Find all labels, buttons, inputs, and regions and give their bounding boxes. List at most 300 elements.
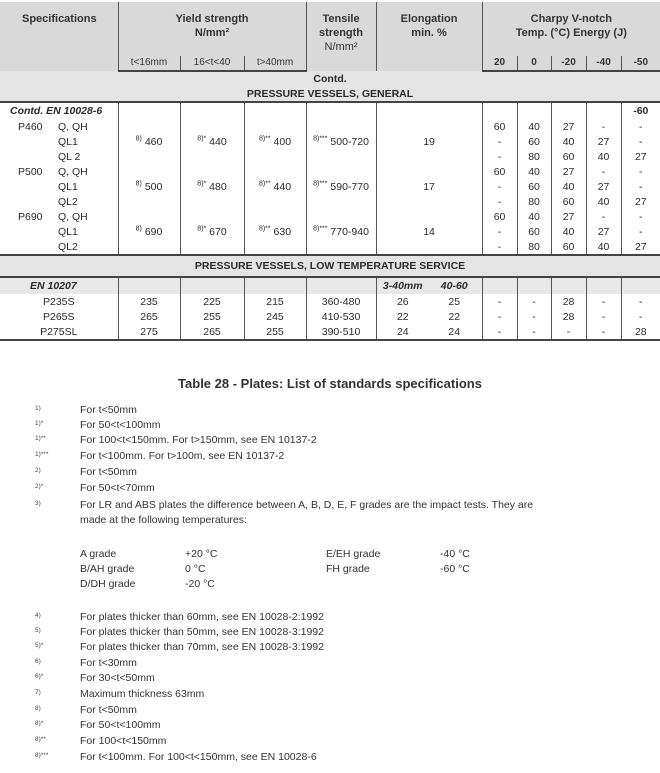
- charpy-value-value: 60: [528, 225, 540, 238]
- charpy-value: [551, 224, 586, 239]
- grade-name: QL1: [58, 225, 78, 238]
- elongation: [376, 224, 482, 239]
- yield-t40: [244, 294, 306, 309]
- charpy-value-value: 27: [634, 195, 647, 208]
- footnote: [0, 688, 660, 702]
- steel-name-value: P235S: [42, 295, 75, 308]
- charpy-value-value: -: [639, 295, 643, 308]
- yield-16-40: [180, 294, 244, 309]
- charpy-value: [586, 324, 621, 340]
- footnote-ref: 8)*: [197, 135, 207, 142]
- charpy-value-value: -: [497, 325, 502, 338]
- grade-name: Q, QH: [58, 165, 88, 178]
- grade-name: QL2: [58, 195, 78, 208]
- header-yield: [118, 2, 306, 56]
- charpy-value: [621, 164, 660, 179]
- charpy-value: [586, 164, 621, 179]
- tensile-strength-value: 770-940: [330, 225, 369, 238]
- charpy-value: [517, 149, 551, 164]
- charpy-value: [621, 149, 660, 164]
- temp-grade: B/AH grade: [80, 563, 135, 575]
- tensile-strength-value: 500-720: [330, 135, 369, 148]
- charpy-value: [482, 149, 517, 164]
- grade-name: Q, QH: [58, 210, 88, 223]
- header-yield-col: t<16mm: [118, 56, 180, 71]
- elong-sub-range: 3-40mm: [382, 280, 423, 292]
- header-charpy: [482, 2, 660, 56]
- charpy-value: [482, 309, 517, 324]
- temp-value: +20 °C: [185, 548, 218, 560]
- footnote-ref: 3): [35, 500, 41, 507]
- spec-cell: [0, 134, 118, 149]
- footnote-text: For t<50mm: [80, 704, 137, 716]
- tensile-strength: [306, 309, 376, 324]
- spec-cell: [0, 119, 118, 134]
- footnote-ref: 8): [135, 225, 142, 232]
- footnote: [0, 672, 660, 686]
- charpy-value: [551, 119, 586, 134]
- charpy-value-value: -: [601, 165, 606, 178]
- charpy-value-value: 80: [528, 150, 540, 163]
- charpy-value: [586, 224, 621, 239]
- charpy-value: [482, 134, 517, 149]
- charpy-value-value: 27: [634, 150, 647, 163]
- footnote-ref: 8)***: [313, 135, 328, 142]
- spec-cell: [0, 194, 118, 209]
- empty-cell: [306, 149, 376, 164]
- charpy-value-value: -: [639, 135, 643, 148]
- charpy-value: [586, 194, 621, 209]
- charpy-value: [551, 164, 586, 179]
- yield-16-40-value: 440: [209, 135, 227, 148]
- footnote-text: For LR and ABS plates the difference between A, B, D, E, F grades are the impact tests. They are: [80, 499, 534, 511]
- tensile-strength: [306, 294, 376, 309]
- empty-cell: [244, 164, 306, 179]
- header-charpy-temp: -40: [586, 56, 621, 71]
- footnote-ref: 8)**: [35, 736, 46, 743]
- temp-grade: A grade: [80, 548, 117, 560]
- charpy-value-value: 80: [528, 195, 540, 208]
- footnote-ref: 1)*: [35, 420, 44, 427]
- empty-cell: [118, 149, 180, 164]
- footnote-text: For 50<t<100mm: [80, 719, 161, 731]
- charpy-value: [621, 294, 660, 309]
- charpy-value-value: 60: [493, 165, 506, 178]
- spec-cell: [0, 239, 118, 255]
- header-elong-sub: min. %: [411, 27, 447, 39]
- charpy-value-value: -: [497, 310, 502, 323]
- elong-sub-range: 40-60: [440, 280, 468, 292]
- charpy-value: [517, 119, 551, 134]
- tensile-strength: [306, 324, 376, 340]
- elongation-value: 17: [423, 180, 435, 193]
- yield-t16-value: 690: [144, 225, 163, 238]
- charpy-value-value: -: [497, 180, 502, 193]
- charpy-value-value: -: [639, 165, 643, 178]
- empty-cell: [118, 209, 180, 224]
- elongation-40-60: 25: [448, 295, 461, 308]
- yield-t16: [118, 179, 180, 194]
- footnote-ref: 8)***: [313, 225, 328, 232]
- empty-cell: [306, 194, 376, 209]
- charpy-value: [621, 324, 660, 340]
- yield-16-40-value: 265: [203, 325, 221, 338]
- yield-16-40-value: 670: [209, 225, 227, 238]
- temp-grade: E/EH grade: [326, 548, 381, 560]
- charpy-value: [621, 309, 660, 324]
- footnote: [0, 434, 660, 448]
- table-row: [0, 164, 660, 179]
- footnote: [0, 657, 660, 671]
- yield-t40-value: 630: [273, 225, 292, 238]
- footnote-ref: 8)*: [197, 225, 207, 232]
- footnote-ref: 2)*: [35, 483, 44, 490]
- tensile-strength: [306, 224, 376, 239]
- charpy-value-value: 40: [528, 210, 540, 223]
- footnote-ref: 2): [35, 467, 41, 474]
- footnote-text: For t<100mm. For 100<t<150mm, see EN 10028-6: [80, 751, 317, 763]
- header-tensile-unit: N/mm²: [324, 41, 358, 53]
- charpy-value: [551, 324, 586, 340]
- charpy-value-value: -: [497, 195, 502, 208]
- section-pressure-vessels-general: PRESSURE VESSELS, GENERAL: [0, 86, 660, 102]
- steel-name: P460: [18, 120, 43, 133]
- empty-cell: [118, 164, 180, 179]
- header-elong-title: Elongation: [400, 13, 458, 25]
- yield-t16-value: 235: [140, 295, 158, 308]
- charpy-value: [482, 119, 517, 134]
- charpy-value: [621, 119, 660, 134]
- charpy-value: [551, 179, 586, 194]
- charpy-value: [517, 239, 551, 255]
- charpy-value: [482, 194, 517, 209]
- charpy-value: [517, 194, 551, 209]
- table-row: [0, 294, 660, 309]
- steel-name-value: P275SL: [40, 325, 78, 338]
- footnote: [0, 419, 660, 433]
- temp-value: -20 °C: [185, 578, 215, 590]
- footnote-ref: 1)**: [35, 435, 46, 442]
- charpy-value-value: 27: [562, 210, 575, 223]
- footnote-text: For plates thicker than 50mm, see EN 10028-3:1992: [80, 626, 324, 638]
- footnote: [0, 450, 660, 464]
- charpy-value-value: -: [639, 180, 643, 193]
- footnote-ref: 1): [35, 405, 41, 412]
- specifications-table: [0, 2, 660, 341]
- yield-t40-value: 215: [266, 295, 284, 308]
- header-charpy-temp: -50: [621, 56, 660, 71]
- charpy-value-value: 40: [528, 165, 540, 178]
- table-row: [0, 119, 660, 134]
- charpy-value-value: 27: [562, 165, 575, 178]
- charpy-value: [586, 209, 621, 224]
- yield-t16-value: 265: [140, 310, 158, 323]
- charpy-value-value: 28: [634, 325, 647, 338]
- charpy-value-value: 27: [597, 225, 610, 238]
- footnote-text: For 50<t<100mm: [80, 419, 161, 431]
- charpy-value-value: -: [497, 240, 502, 253]
- charpy-value: [621, 239, 660, 255]
- yield-t16: [118, 324, 180, 340]
- elongation: [376, 179, 482, 194]
- grade-name: QL1: [58, 180, 78, 193]
- charpy-value: [517, 134, 551, 149]
- footnote-text: For 100<t<150mm: [80, 735, 167, 747]
- empty-cell: [180, 164, 244, 179]
- spec-cell: [0, 209, 118, 224]
- footnote-ref: 8): [135, 135, 142, 142]
- footnote-text: For 30<t<50mm: [80, 672, 155, 684]
- header-tensile-title2: strength: [319, 27, 364, 39]
- charpy-value: [621, 134, 660, 149]
- footnote-ref: 4): [35, 612, 41, 619]
- header-charpy-temp: -20: [551, 56, 586, 71]
- empty-cell: [180, 119, 244, 134]
- footnote-ref: 8)***: [35, 752, 49, 759]
- grade-name: QL 2: [58, 150, 81, 163]
- footnote-ref: 6)*: [35, 673, 44, 680]
- elongation: [376, 134, 482, 149]
- empty-cell: [376, 149, 482, 164]
- temp-grade: D/DH grade: [80, 578, 136, 590]
- footnote-ref: 8)*: [197, 180, 207, 187]
- elongation: [376, 309, 482, 324]
- charpy-value-value: 40: [597, 195, 610, 208]
- footnote-text: For plates thicker than 70mm, see EN 10028-3:1992: [80, 641, 324, 653]
- steel-name: P690: [18, 210, 43, 223]
- charpy-value-value: 40: [597, 240, 610, 253]
- charpy-value: [586, 239, 621, 255]
- elongation-value: 14: [423, 225, 435, 238]
- charpy-value-value: 28: [562, 295, 575, 308]
- table-row: [0, 239, 660, 255]
- yield-t40-value: 400: [273, 135, 292, 148]
- tensile-strength-value: 410-530: [321, 310, 361, 323]
- charpy-value-value: -: [639, 120, 643, 133]
- header-charpy-temp: 20: [482, 56, 517, 71]
- elongation-3-40: 22: [396, 310, 409, 323]
- charpy-value-value: 60: [493, 210, 506, 223]
- footnote-ref: 8)*: [35, 720, 44, 727]
- table-row: [0, 149, 660, 164]
- table-row: [0, 209, 660, 224]
- charpy-value-value: 60: [562, 240, 575, 253]
- charpy-value-value: 60: [562, 195, 575, 208]
- charpy-value: [482, 324, 517, 340]
- empty-cell: [306, 239, 376, 255]
- empty-cell: [244, 194, 306, 209]
- section-pressure-vessels-low-temp: PRESSURE VESSELS, LOW TEMPERATURE SERVICE: [0, 255, 660, 277]
- footnote-ref: 1)***: [35, 451, 49, 458]
- grade-name: Q, QH: [58, 120, 88, 133]
- charpy-value-value: 60: [528, 135, 540, 148]
- footnote: [0, 482, 660, 496]
- footnote: [0, 499, 660, 531]
- header-charpy-sub: Temp. (°C) Energy (J): [515, 27, 627, 39]
- footnote-ref: 8): [135, 180, 142, 187]
- steel-name: [0, 294, 118, 309]
- yield-16-40-value: 480: [209, 180, 227, 193]
- charpy-note: -60: [621, 102, 660, 119]
- yield-t40: [244, 134, 306, 149]
- charpy-value-value: 80: [528, 240, 540, 253]
- footnote-text: For t<50mm: [80, 404, 137, 416]
- tensile-strength-value: 590-770: [330, 180, 369, 193]
- footnote-text: For plates thicker than 60mm, see EN 10028-2:1992: [80, 611, 324, 623]
- yield-t40: [244, 224, 306, 239]
- charpy-value-value: 28: [562, 310, 575, 323]
- charpy-value-value: -: [601, 295, 606, 308]
- charpy-value: [517, 179, 551, 194]
- table-row: [0, 224, 660, 239]
- charpy-value-value: 40: [562, 180, 575, 193]
- charpy-value-value: 27: [634, 240, 647, 253]
- tensile-strength-value: 390-510: [321, 325, 361, 338]
- grade-name: QL1: [58, 135, 78, 148]
- elongation-40-60: 24: [448, 325, 461, 338]
- charpy-value: [551, 149, 586, 164]
- table-row: [0, 309, 660, 324]
- spec-cell: [0, 224, 118, 239]
- spec-cell: [0, 179, 118, 194]
- footnote: [0, 611, 660, 625]
- charpy-value-value: -: [532, 295, 536, 308]
- footnote-text: For t<30mm: [80, 657, 137, 669]
- charpy-value: [482, 164, 517, 179]
- steel-name: [0, 309, 118, 324]
- spec-cell: [0, 164, 118, 179]
- charpy-value: [482, 294, 517, 309]
- charpy-value: [586, 179, 621, 194]
- charpy-value-value: -: [532, 310, 536, 323]
- charpy-value-value: -: [601, 325, 606, 338]
- empty-cell: [306, 119, 376, 134]
- empty-cell: [306, 164, 376, 179]
- charpy-value-value: -: [497, 295, 502, 308]
- charpy-value: [517, 164, 551, 179]
- footnote: [0, 704, 660, 718]
- charpy-value: [482, 179, 517, 194]
- temp-value: -60 °C: [440, 563, 470, 575]
- footnote-ref: 5)*: [35, 642, 44, 649]
- footnote-text: For t<100mm. For t>100m, see EN 10137-2: [80, 450, 285, 462]
- table-row: [0, 179, 660, 194]
- charpy-value-value: -: [497, 225, 502, 238]
- footnote-text: For t<50mm: [80, 466, 137, 478]
- footnote-ref: 7): [35, 689, 41, 696]
- header-tensile: [306, 2, 376, 71]
- empty-cell: [244, 239, 306, 255]
- elongation-40-60: 22: [448, 310, 461, 323]
- charpy-value: [517, 294, 551, 309]
- header-charpy-temp: 0: [517, 56, 551, 71]
- empty-cell: [376, 119, 482, 134]
- empty-cell: [306, 209, 376, 224]
- empty-cell: [376, 164, 482, 179]
- empty-cell: [180, 239, 244, 255]
- grade-name: QL2: [58, 240, 78, 253]
- charpy-value-value: -: [566, 325, 571, 338]
- charpy-value-value: 40: [562, 225, 575, 238]
- charpy-value-value: -: [497, 135, 502, 148]
- empty-cell: [180, 209, 244, 224]
- charpy-value: [517, 309, 551, 324]
- steel-name: P500: [18, 165, 43, 178]
- yield-t40: [244, 309, 306, 324]
- yield-16-40: [180, 224, 244, 239]
- yield-t40-value: 245: [266, 310, 284, 323]
- footnote-ref: 8)**: [258, 225, 271, 232]
- header-yield-title: Yield strength: [175, 13, 249, 25]
- charpy-value-value: 27: [597, 180, 610, 193]
- footnote: [0, 626, 660, 640]
- yield-t40: [244, 179, 306, 194]
- empty-cell: [180, 149, 244, 164]
- header-yield-unit: N/mm²: [194, 27, 230, 39]
- charpy-value-value: -: [601, 210, 606, 223]
- charpy-value-value: -: [639, 210, 643, 223]
- header-yield-col: t>40mm: [244, 56, 306, 71]
- footnote-ref: 8)**: [258, 180, 271, 187]
- elongation: [376, 324, 482, 340]
- empty-cell: [244, 209, 306, 224]
- charpy-value: [551, 294, 586, 309]
- charpy-value-value: -: [601, 310, 606, 323]
- empty-cell: [118, 194, 180, 209]
- charpy-value-value: 27: [597, 135, 610, 148]
- empty-cell: [180, 194, 244, 209]
- charpy-value: [586, 119, 621, 134]
- footnote-text-continued: made at the following temperatures:: [80, 514, 247, 526]
- charpy-value-value: 60: [493, 120, 506, 133]
- charpy-value: [517, 209, 551, 224]
- footnote-ref: 8): [35, 705, 41, 712]
- yield-16-40-value: 225: [203, 295, 221, 308]
- charpy-value: [517, 224, 551, 239]
- yield-16-40: [180, 324, 244, 340]
- elongation-value: 19: [423, 135, 435, 148]
- charpy-value-value: -: [639, 310, 643, 323]
- charpy-value: [586, 309, 621, 324]
- charpy-value: [586, 134, 621, 149]
- footnote-ref: 8)**: [258, 135, 271, 142]
- charpy-value: [621, 179, 660, 194]
- charpy-value: [551, 209, 586, 224]
- empty-cell: [118, 119, 180, 134]
- charpy-value: [551, 239, 586, 255]
- group-label: EN 10207: [0, 277, 118, 294]
- empty-cell: [376, 239, 482, 255]
- charpy-value: [586, 294, 621, 309]
- header-yield-col: 16<t<40: [180, 56, 244, 71]
- elongation: [376, 294, 482, 309]
- yield-16-40: [180, 179, 244, 194]
- temp-grade: FH grade: [326, 563, 370, 575]
- yield-t16: [118, 309, 180, 324]
- yield-t16: [118, 134, 180, 149]
- empty-cell: [244, 149, 306, 164]
- footnote: [0, 404, 660, 418]
- charpy-value-value: 40: [528, 120, 540, 133]
- header-charpy-title: Charpy V-notch: [530, 13, 612, 25]
- yield-16-40: [180, 134, 244, 149]
- charpy-value: [551, 309, 586, 324]
- yield-16-40: [180, 309, 244, 324]
- empty-cell: [118, 239, 180, 255]
- yield-t40: [244, 324, 306, 340]
- elong-subheader: [376, 277, 482, 294]
- empty-cell: [244, 119, 306, 134]
